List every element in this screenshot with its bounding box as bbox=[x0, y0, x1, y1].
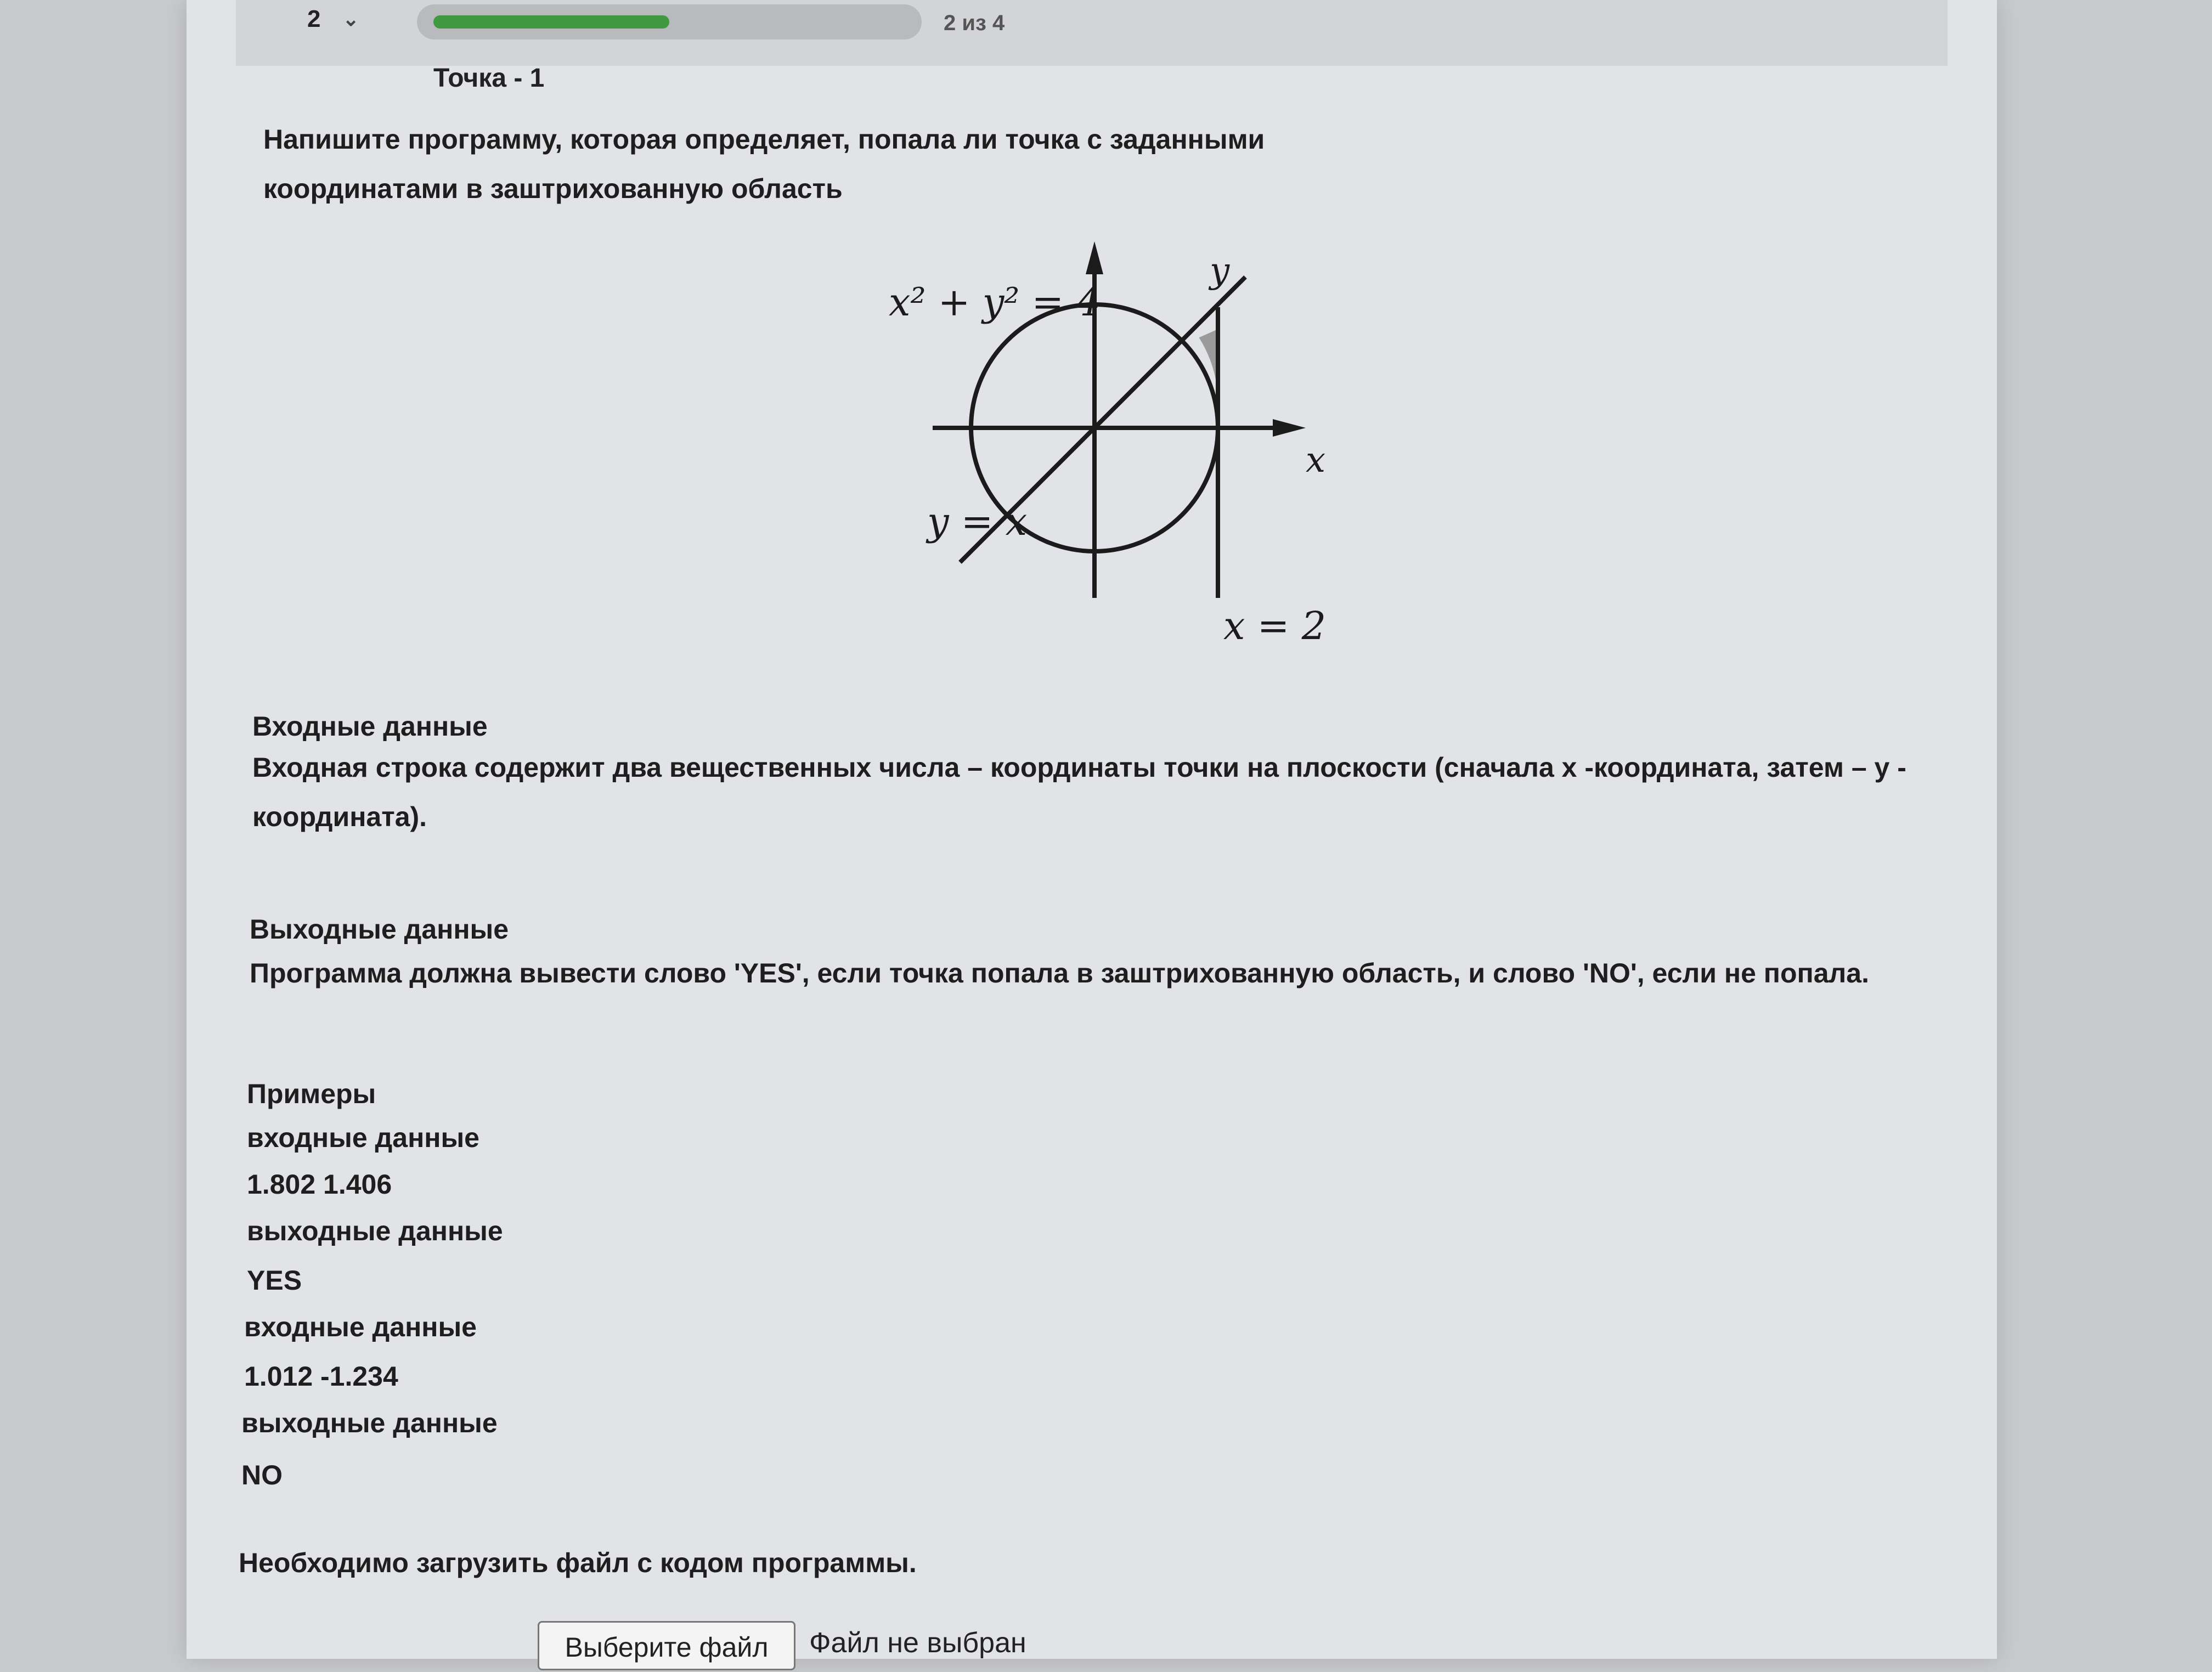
example-1-output: YES bbox=[247, 1265, 302, 1296]
page-count: 2 из 4 bbox=[944, 11, 1005, 35]
examples-heading: Примеры bbox=[247, 1078, 376, 1109]
diagonal-label: y = x bbox=[927, 499, 1028, 544]
example-1-output-label: выходные данные bbox=[247, 1216, 503, 1246]
output-heading: Выходные данные bbox=[250, 914, 509, 945]
vertical-line-label: x = 2 bbox=[1223, 603, 1327, 648]
chevron-down-icon: ⌄ bbox=[342, 8, 359, 30]
example-2-output: NO bbox=[241, 1460, 283, 1490]
y-axis-label: y bbox=[1210, 251, 1230, 291]
output-description: Программа должна вывести слово 'YES', если точка попала в заштрихованную область, и слово 'NO', если не попала. bbox=[250, 958, 1870, 988]
y-axis-arrow-icon bbox=[1086, 241, 1103, 274]
progress-fill bbox=[433, 15, 669, 29]
file-status: Файл не выбран bbox=[809, 1627, 1026, 1659]
choose-file-button[interactable]: Выберите файл bbox=[538, 1621, 795, 1670]
example-1-input: 1.802 1.406 bbox=[247, 1169, 392, 1200]
input-heading: Входные данные bbox=[252, 711, 488, 742]
x-axis-arrow-icon bbox=[1273, 419, 1306, 437]
circle-label: x² + y² = 4 bbox=[889, 280, 1101, 325]
task-diagram bbox=[669, 230, 1383, 658]
example-2-output-label: выходные данные bbox=[241, 1408, 498, 1438]
statement-line-2: координатами в заштрихованную область bbox=[263, 173, 843, 204]
input-description-line-2: координата). bbox=[252, 801, 427, 832]
example-1-input-label: входные данные bbox=[247, 1122, 479, 1153]
example-2-input: 1.012 -1.234 bbox=[244, 1361, 398, 1392]
question-selector[interactable] bbox=[307, 0, 359, 38]
input-description-line-1: Входная строка содержит два вещественных числа – координаты точки на плоскости (сначала x -координата, затем – y - bbox=[252, 752, 1906, 783]
statement-line-1: Напишите программу, которая определяет, попала ли точка с заданными bbox=[263, 124, 1265, 155]
progress-bar bbox=[417, 4, 922, 39]
example-2-input-label: входные данные bbox=[244, 1312, 477, 1342]
question-number: 2 bbox=[307, 5, 321, 32]
top-bar bbox=[236, 0, 1948, 66]
task-page bbox=[187, 0, 1997, 1663]
x-axis-label: x bbox=[1306, 440, 1326, 481]
task-title: Точка - 1 bbox=[433, 64, 545, 93]
upload-note: Необходимо загрузить файл с кодом программы. bbox=[239, 1547, 917, 1578]
